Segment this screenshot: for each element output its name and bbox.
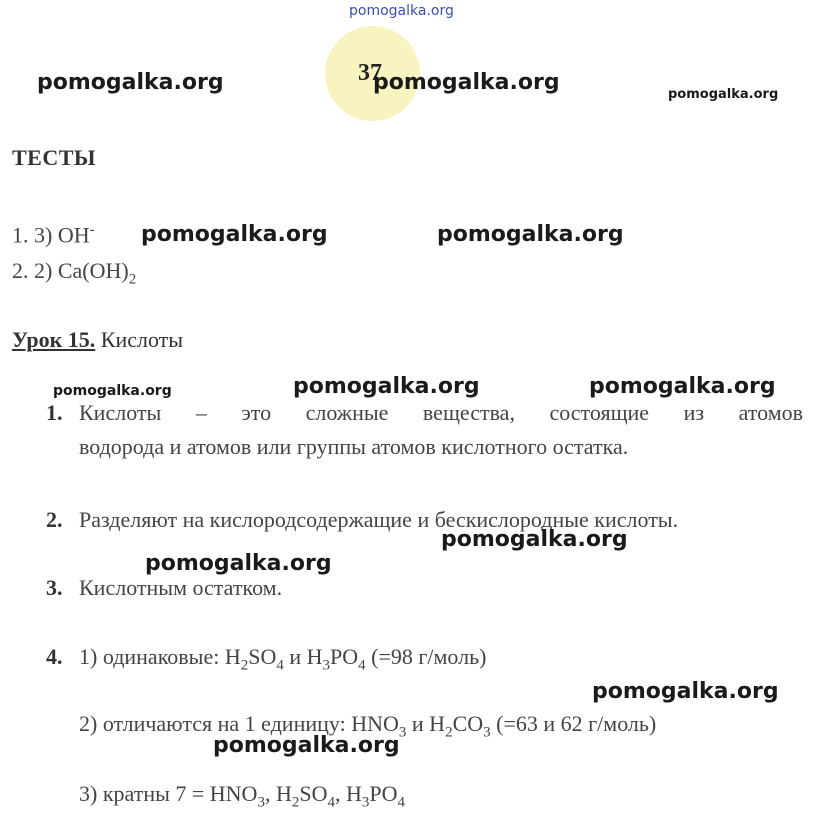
item-2-text: Разделяют на кислородсодержащие и бескислородные кислоты. [79, 507, 679, 532]
line-b-sub-3: 3 [483, 724, 491, 741]
watermark-3: pomogalka.org [668, 87, 779, 102]
line-c-sub-5: 4 [397, 794, 405, 811]
watermark-7: pomogalka.org [293, 374, 480, 399]
line-c-text-5: PO [369, 781, 398, 806]
tests-heading: ТЕСТЫ [12, 145, 97, 170]
line-b-text-4: (=63 и 62 г/моль) [490, 711, 657, 736]
lesson-label: Урок 15. [12, 327, 96, 352]
line-c-text-2: , H [264, 781, 292, 806]
line-a-text-5: (=98 г/моль) [365, 644, 487, 669]
test-answer-1 [12, 222, 95, 248]
line-a-sub-4: 4 [358, 657, 366, 674]
line-b-text-1: 2) отличаются на 1 единицу: HNO [79, 711, 399, 736]
item-4-line-c [79, 781, 405, 811]
line-c-sub-2: 2 [291, 794, 300, 811]
line-a-text-3: и H [283, 644, 323, 669]
watermark-4: pomogalka.org [141, 222, 328, 247]
watermark-5: pomogalka.org [437, 222, 624, 247]
lesson-title [12, 327, 183, 353]
watermark-8: pomogalka.org [589, 374, 776, 399]
line-c-sub-4: 3 [361, 794, 370, 811]
test-1-number: 1. [12, 222, 29, 248]
test-2-answer: 2) Ca(OH) [34, 258, 129, 283]
item-1-number: 1. [46, 400, 63, 425]
page-number: 37 [358, 60, 382, 86]
watermark-6: pomogalka.org [53, 383, 172, 399]
item-4-line-a [79, 644, 486, 674]
line-a-sub-1: 2 [240, 657, 249, 674]
line-c-text-4: , H [334, 781, 362, 806]
watermark-12: pomogalka.org [213, 733, 400, 758]
line-b-sub-2: 2 [445, 724, 453, 741]
watermark-10: pomogalka.org [145, 551, 332, 576]
line-a-text-2: SO [248, 644, 277, 669]
test-1-sup: - [89, 222, 95, 238]
line-b-text-2: и H [406, 711, 446, 736]
item-3-text: Кислотным остатком. [79, 575, 283, 600]
watermark-top: pomogalka.org [349, 3, 454, 19]
watermark-1: pomogalka.org [37, 70, 224, 95]
watermark-9: pomogalka.org [441, 527, 628, 552]
lesson-name: Кислоты [100, 327, 184, 352]
line-a-text-4: PO [330, 644, 359, 669]
line-b-sub-1: 3 [398, 724, 407, 741]
test-2-sub: 2 [128, 271, 137, 288]
line-c-sub-1: 3 [257, 794, 265, 811]
line-c-sub-3: 4 [327, 794, 335, 811]
item-1-line-2: водорода и атомов или группы атомов кислотного остатка. [79, 434, 629, 459]
line-a-sub-3: 3 [322, 657, 330, 674]
line-c-text-3: SO [299, 781, 328, 806]
line-a-sub-2: 4 [276, 657, 284, 674]
test-2-number: 2. [12, 258, 29, 283]
item-1-line-1: Кислоты – это сложные вещества, состоящие из атомов [79, 400, 803, 425]
watermark-2: pomogalka.org [373, 70, 560, 95]
item-2-number: 2. [46, 507, 63, 532]
item-4-number: 4. [46, 644, 63, 669]
line-b-text-3: CO [452, 711, 484, 736]
test-answer-2 [12, 258, 136, 288]
line-c-text-1: 3) кратны 7 = HNO [79, 781, 258, 806]
test-1-answer: 3) OH [34, 222, 90, 248]
item-3-number: 3. [46, 575, 63, 600]
line-a-text-1: 1) одинаковые: H [79, 644, 241, 669]
watermark-11: pomogalka.org [592, 679, 779, 704]
